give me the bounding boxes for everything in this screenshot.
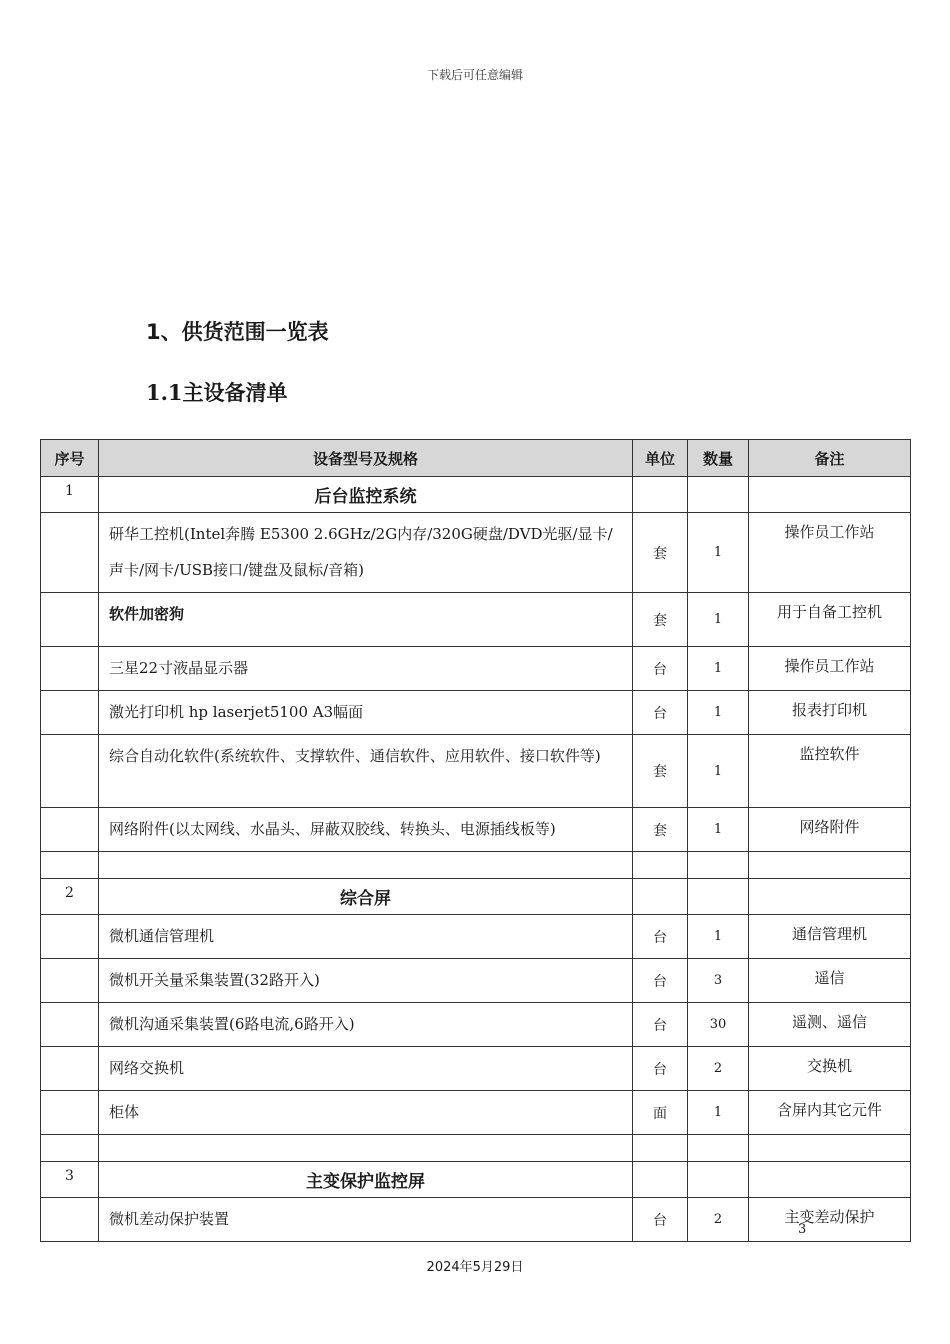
- table-row: [41, 959, 911, 1003]
- page-number: 3: [798, 1222, 807, 1237]
- table-header-row: [41, 440, 911, 477]
- quantity-cell: [688, 879, 749, 915]
- quantity-cell: 1: [688, 735, 749, 808]
- unit-cell: 套: [633, 808, 688, 852]
- table-row: [41, 1135, 911, 1162]
- remark-cell: 监控软件: [749, 735, 911, 808]
- table-row: [41, 1091, 911, 1135]
- remark-cell: 网络附件: [749, 808, 911, 852]
- row-number: [41, 1135, 99, 1162]
- remark-cell: 操作员工作站: [749, 513, 911, 593]
- equipment-spec: 微机通信管理机: [99, 915, 633, 959]
- row-number: [41, 1091, 99, 1135]
- equipment-spec: 网络附件(以太网线、水晶头、屏蔽双胶线、转换头、电源插线板等): [99, 808, 633, 852]
- row-number: [41, 1047, 99, 1091]
- column-header: 单位: [633, 440, 688, 477]
- table-row: [41, 735, 911, 808]
- table-row: [41, 808, 911, 852]
- unit-cell: 套: [633, 513, 688, 593]
- remark-cell: 报表打印机: [749, 691, 911, 735]
- column-header: 设备型号及规格: [99, 440, 633, 477]
- remark-cell: 遥信: [749, 959, 911, 1003]
- quantity-cell: 3: [688, 959, 749, 1003]
- row-number: [41, 593, 99, 647]
- quantity-cell: 2: [688, 1198, 749, 1242]
- remark-cell: [749, 879, 911, 915]
- unit-cell: 套: [633, 593, 688, 647]
- equipment-spec: 研华工控机(Intel奔腾 E5300 2.6GHz/2G内存/320G硬盘/DVD光驱/显卡/声卡/网卡/USB接口/键盘及鼠标/音箱): [99, 513, 633, 593]
- quantity-cell: [688, 1162, 749, 1198]
- equipment-spec: [99, 1135, 633, 1162]
- table-row: [41, 513, 911, 593]
- footer-date: 2024年5月29日: [426, 1260, 524, 1275]
- unit-cell: 套: [633, 735, 688, 808]
- unit-cell: [633, 1162, 688, 1198]
- unit-cell: 台: [633, 1003, 688, 1047]
- unit-cell: 台: [633, 691, 688, 735]
- equipment-spec: 软件加密狗: [99, 593, 633, 647]
- remark-cell: 通信管理机: [749, 915, 911, 959]
- unit-cell: [633, 852, 688, 879]
- column-header: 数量: [688, 440, 749, 477]
- table-row: [41, 647, 911, 691]
- equipment-spec: 综合自动化软件(系统软件、支撑软件、通信软件、应用软件、接口软件等): [99, 735, 633, 808]
- row-number: [41, 852, 99, 879]
- equipment-spec: [99, 852, 633, 879]
- unit-cell: [633, 477, 688, 513]
- unit-cell: 台: [633, 1198, 688, 1242]
- section-title: 综合屏: [99, 879, 633, 915]
- column-header: 序号: [41, 440, 99, 477]
- remark-cell: 主变差动保护: [749, 1198, 911, 1242]
- row-number: [41, 959, 99, 1003]
- row-number: [41, 691, 99, 735]
- section-heading: 1、供货范围一览表: [146, 320, 329, 344]
- table-row: [41, 1003, 911, 1047]
- remark-cell: [749, 1135, 911, 1162]
- quantity-cell: 1: [688, 691, 749, 735]
- quantity-cell: 1: [688, 593, 749, 647]
- unit-cell: [633, 879, 688, 915]
- equipment-spec: 微机差动保护装置: [99, 1198, 633, 1242]
- section-title: 后台监控系统: [99, 477, 633, 513]
- remark-cell: 遥测、遥信: [749, 1003, 911, 1047]
- row-number: [41, 808, 99, 852]
- table-row: [41, 852, 911, 879]
- unit-cell: 台: [633, 915, 688, 959]
- remark-cell: [749, 1162, 911, 1198]
- subsection-heading: 1.1主设备清单: [146, 380, 288, 405]
- row-number: [41, 735, 99, 808]
- equipment-spec: 微机沟通采集装置(6路电流,6路开入): [99, 1003, 633, 1047]
- remark-cell: 交换机: [749, 1047, 911, 1091]
- unit-cell: 台: [633, 959, 688, 1003]
- equipment-spec: 柜体: [99, 1091, 633, 1135]
- quantity-cell: 1: [688, 808, 749, 852]
- unit-cell: 台: [633, 647, 688, 691]
- row-number: [41, 1003, 99, 1047]
- equipment-table: [40, 439, 911, 1242]
- equipment-spec: 激光打印机 hp laserjet5100 A3幅面: [99, 691, 633, 735]
- quantity-cell: 2: [688, 1047, 749, 1091]
- quantity-cell: 1: [688, 1091, 749, 1135]
- remark-cell: [749, 852, 911, 879]
- section-row: [41, 477, 911, 513]
- row-number: 2: [41, 879, 99, 915]
- remark-cell: 用于自备工控机: [749, 593, 911, 647]
- quantity-cell: [688, 1135, 749, 1162]
- quantity-cell: 30: [688, 1003, 749, 1047]
- unit-cell: [633, 1135, 688, 1162]
- table-row: [41, 1198, 911, 1242]
- remark-cell: 操作员工作站: [749, 647, 911, 691]
- table-row: [41, 915, 911, 959]
- quantity-cell: [688, 477, 749, 513]
- equipment-spec: 网络交换机: [99, 1047, 633, 1091]
- quantity-cell: [688, 852, 749, 879]
- header-note: 下载后可任意编辑: [426, 68, 523, 82]
- remark-cell: [749, 477, 911, 513]
- section-row: [41, 879, 911, 915]
- row-number: 3: [41, 1162, 99, 1198]
- unit-cell: 台: [633, 1047, 688, 1091]
- unit-cell: 面: [633, 1091, 688, 1135]
- equipment-spec: 微机开关量采集装置(32路开入): [99, 959, 633, 1003]
- table-row: [41, 1047, 911, 1091]
- column-header: 备注: [749, 440, 911, 477]
- section-title: 主变保护监控屏: [99, 1162, 633, 1198]
- equipment-spec: 三星22寸液晶显示器: [99, 647, 633, 691]
- table-row: [41, 691, 911, 735]
- quantity-cell: 1: [688, 647, 749, 691]
- row-number: [41, 915, 99, 959]
- row-number: 1: [41, 477, 99, 513]
- row-number: [41, 513, 99, 593]
- row-number: [41, 1198, 99, 1242]
- remark-cell: 含屏内其它元件: [749, 1091, 911, 1135]
- row-number: [41, 647, 99, 691]
- table-row: [41, 593, 911, 647]
- section-row: [41, 1162, 911, 1198]
- quantity-cell: 1: [688, 513, 749, 593]
- quantity-cell: 1: [688, 915, 749, 959]
